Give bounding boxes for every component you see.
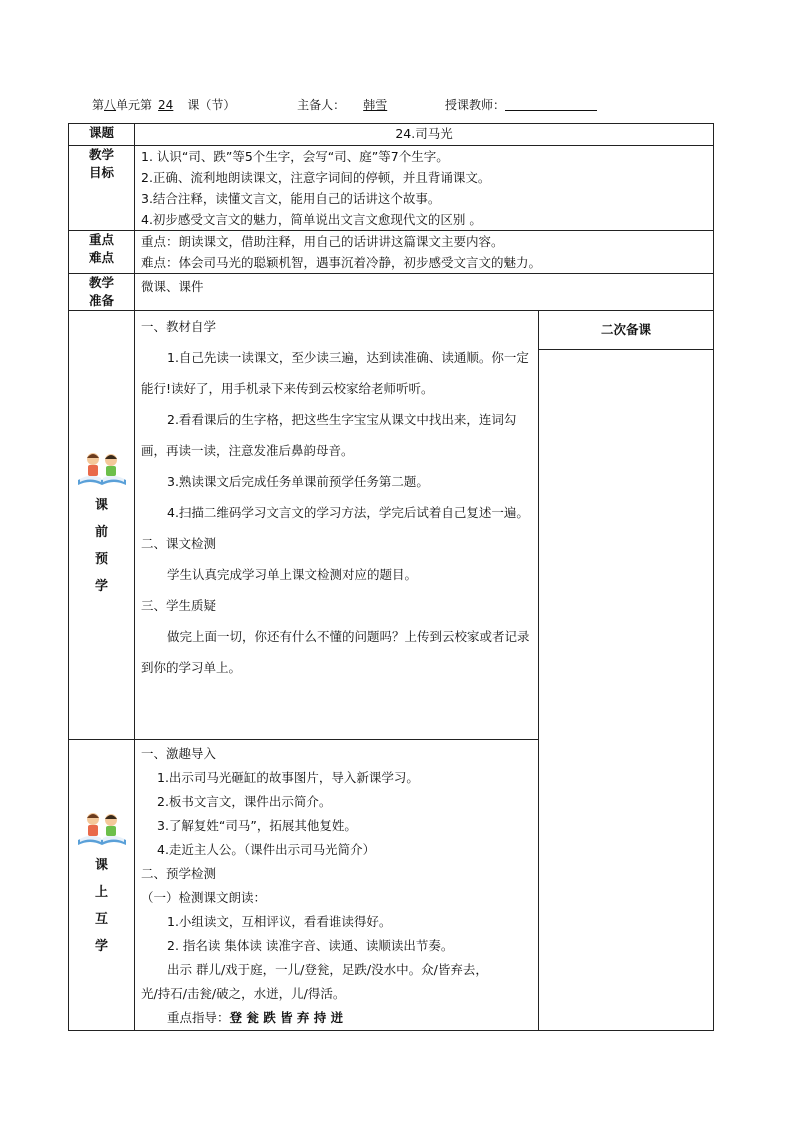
goals-content xyxy=(135,146,714,231)
keypoints-label-line2: 难点 xyxy=(88,250,114,265)
inclass-heading-2: 二、预学检测 xyxy=(141,866,217,881)
inclass-label-cell xyxy=(69,740,135,1031)
inclass-item: 2.板书文言文，课件出示简介。 xyxy=(157,794,332,809)
reading-children-icon xyxy=(74,450,130,488)
preview-content xyxy=(135,311,539,740)
inclass-key-guidance xyxy=(141,1006,532,1030)
unit-mid: 单元第 xyxy=(116,98,153,112)
preview-label-cell xyxy=(69,311,135,740)
topic-value: 24.司马光 xyxy=(135,124,714,146)
second-prep-heading: 二次备课 xyxy=(539,311,713,350)
goal-item: 1. 认识“司、跌”等5个生字，会写“司、庭”等7个生字。 xyxy=(141,149,449,164)
preview-label-char: 课 xyxy=(94,498,108,513)
inclass-heading-3: （一）检测课文朗读： xyxy=(141,890,267,905)
second-prep-cell xyxy=(539,311,714,1031)
preparer-label: 主备人： xyxy=(297,98,346,112)
prep-content xyxy=(135,274,714,311)
goals-label xyxy=(69,146,135,231)
inclass-item: 出示 群儿/戏于庭，一儿/登瓮，足跌/没水中。众/皆弃去， xyxy=(167,962,488,977)
lesson-header xyxy=(92,96,597,113)
preview-paragraph: 1.自己先读一读课文，至少读三遍，达到读准确、读通顺。你一定能行!读好了，用手机录下来传到云校家给老师听听。 xyxy=(141,350,529,396)
preparer-name: 韩雪 xyxy=(363,98,388,112)
keypoint-item: 重点：朗读课文，借助注释，用自己的话讲讲这篇课文主要内容。 xyxy=(141,234,504,249)
inclass-label-char: 学 xyxy=(94,939,108,954)
teacher-label: 授课教师： xyxy=(445,98,506,112)
preview-paragraph: 4.扫描二维码学习文言文的学习方法，学完后试着自己复述一遍。 xyxy=(167,505,529,520)
topic-label: 课题 xyxy=(69,124,135,146)
preview-label xyxy=(69,492,134,600)
preview-label-char: 前 xyxy=(94,525,108,540)
prep-label-line2: 准备 xyxy=(88,293,114,308)
goals-label-line2: 目标 xyxy=(88,165,114,180)
keypoint-item: 难点：体会司马光的聪颖机智，遇事沉着冷静，初步感受文言文的魅力。 xyxy=(141,255,542,270)
inclass-label-char: 上 xyxy=(94,885,108,900)
reading-children-icon xyxy=(74,810,130,848)
preview-row xyxy=(69,311,714,740)
inclass-item: 1.小组读文，互相评议，看看谁读得好。 xyxy=(167,914,392,929)
keypoints-content xyxy=(135,231,714,274)
inclass-label-char: 互 xyxy=(94,912,108,927)
unit-prefix: 第 xyxy=(92,98,105,112)
prep-value: 微课、课件 xyxy=(141,279,204,294)
inclass-label-char: 课 xyxy=(94,858,108,873)
preview-label-char: 学 xyxy=(94,579,108,594)
prep-label xyxy=(69,274,135,311)
lesson-plan-table xyxy=(68,123,714,1031)
inclass-content xyxy=(135,740,539,1031)
keypoints-row xyxy=(69,231,714,274)
inclass-item: 2. 指名读 集体读 读准字音、读通、读顺读出节奏。 xyxy=(167,938,454,953)
teacher-blank xyxy=(505,98,597,111)
goal-item: 3.结合注释，读懂文言文，能用自己的话讲这个故事。 xyxy=(141,191,441,206)
key-guidance-label: 重点指导： xyxy=(167,1010,230,1025)
goal-item: 4.初步感受文言文的魅力，简单说出文言文愈现代文的区别 。 xyxy=(141,212,482,227)
preview-paragraph: 2.看看课后的生字格，把这些生字宝宝从课文中找出来，连词勾画，再读一读，注意发准后鼻韵母音。 xyxy=(141,412,517,458)
topic-row xyxy=(69,124,714,146)
inclass-item: 3.了解复姓“司马”，拓展其他复姓。 xyxy=(157,818,357,833)
goals-row xyxy=(69,146,714,231)
inclass-item: 4.走近主人公。（课件出示司马光简介） xyxy=(157,842,376,857)
prep-label-line1: 教学 xyxy=(88,275,114,290)
lesson-number: 24 xyxy=(158,98,174,112)
inclass-item: 光/持石/击瓮/破之，水迸，儿/得活。 xyxy=(141,986,346,1001)
goal-item: 2.正确、流利地朗读课文，注意字词间的停顿，并且背诵课文。 xyxy=(141,170,491,185)
lesson-suffix: 课（节） xyxy=(187,98,236,112)
prep-row xyxy=(69,274,714,311)
inclass-item: 1.出示司马光砸缸的故事图片，导入新课学习。 xyxy=(157,770,419,785)
preview-heading-2: 二、课文检测 xyxy=(141,536,217,551)
unit-number: 八 xyxy=(104,98,117,112)
inclass-label xyxy=(69,852,134,960)
inclass-heading-1: 一、激趣导入 xyxy=(141,746,217,761)
preview-paragraph: 学生认真完成学习单上课文检测对应的题目。 xyxy=(167,567,418,582)
key-guidance-chars: 登 瓮 跌 皆 弃 持 迸 xyxy=(229,1010,344,1025)
keypoints-label-line1: 重点 xyxy=(88,232,114,247)
preview-heading-1: 一、教材自学 xyxy=(141,319,217,334)
preview-heading-3: 三、学生质疑 xyxy=(141,598,217,613)
keypoints-label xyxy=(69,231,135,274)
preview-paragraph: 做完上面一切，你还有什么不懂的问题吗？上传到云校家或者记录到你的学习单上。 xyxy=(141,629,530,675)
goals-label-line1: 教学 xyxy=(88,147,114,162)
preview-paragraph: 3.熟读课文后完成任务单课前预学任务第二题。 xyxy=(167,474,429,489)
preview-label-char: 预 xyxy=(94,552,108,567)
